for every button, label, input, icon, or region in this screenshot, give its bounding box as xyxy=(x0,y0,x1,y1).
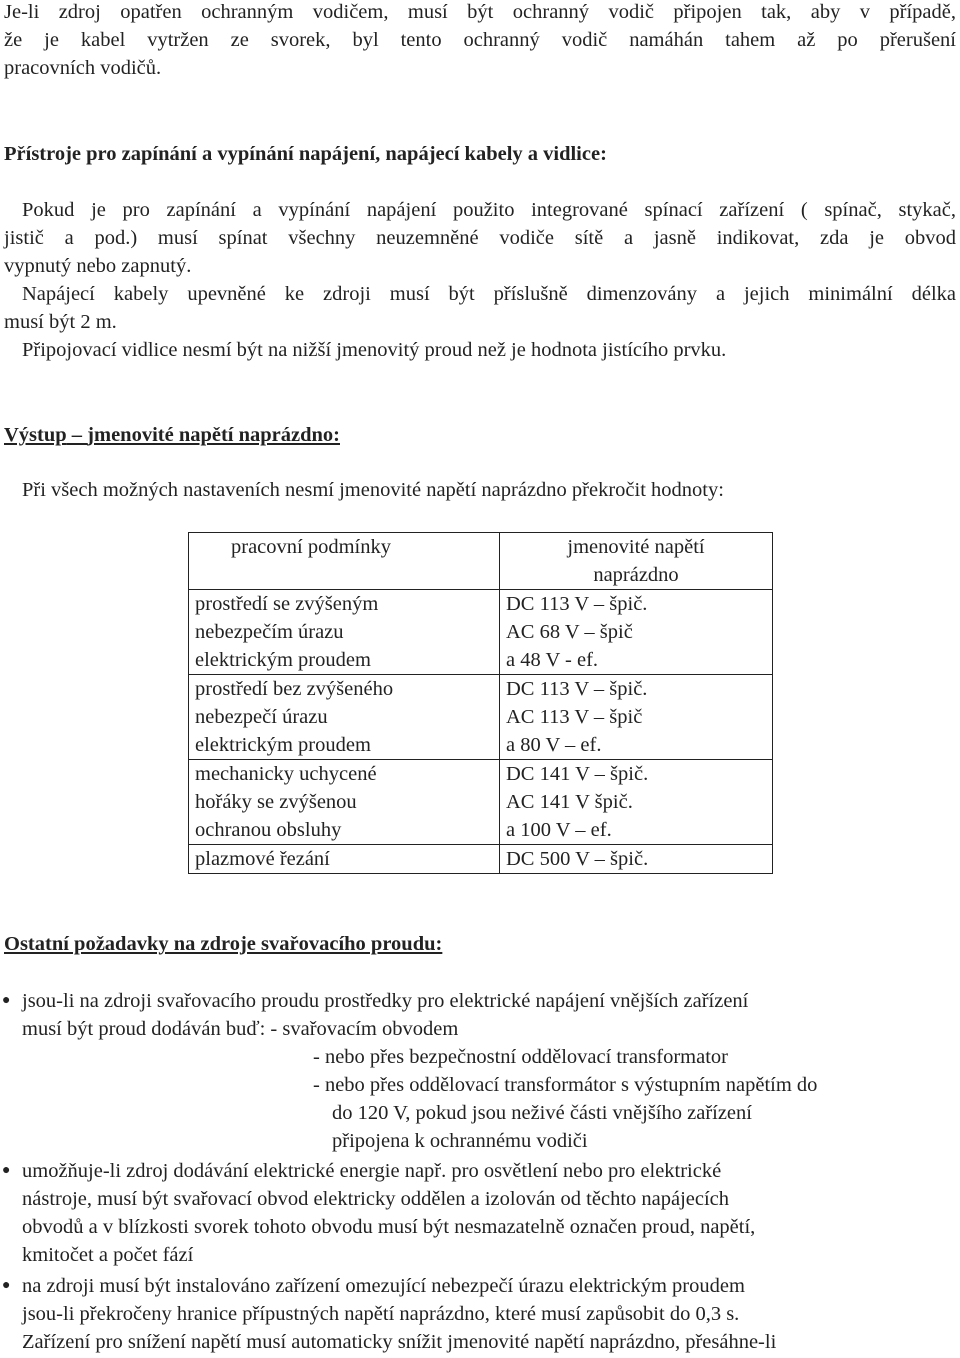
intro-line: pracovních vodičů. xyxy=(4,57,162,79)
table-cell xyxy=(500,675,773,760)
paragraph-line: Připojovací vidlice nesmí být na nižší jmenovitý proud než je hodnota jistícího prvku. xyxy=(22,339,727,361)
output-intro: Při všech možných nastaveních nesmí jmenovité napětí naprázdno překročit hodnoty: xyxy=(22,479,724,501)
cell-line: prostředí se zvýšeným xyxy=(195,593,379,615)
table-cell xyxy=(189,675,500,760)
cell-line: nebezpečí úrazu xyxy=(195,706,328,728)
table-cell xyxy=(500,760,773,845)
table-row xyxy=(189,845,773,874)
list-item-line: obvodů a v blízkosti svorek tohoto obvodu musí být nesmazatelně označen proud, napětí, xyxy=(22,1216,756,1238)
table-cell xyxy=(500,845,773,874)
cell-line: DC 113 V – špič. xyxy=(506,678,648,700)
section-heading-switching: Přístroje pro zapínání a vypínání napájení, napájecí kabely a vidlice: xyxy=(4,143,607,165)
paragraph-line: musí být 2 m. xyxy=(4,311,117,333)
list-item-line: - nebo přes bezpečnostní oddělovací transformator xyxy=(313,1046,728,1068)
section-heading-output xyxy=(4,421,340,449)
paragraph-line: jistič a pod.) musí spínat všechny neuzemněné vodiče sítě a jasně indikovat, zda je obvod xyxy=(4,227,956,249)
cell-line: plazmové řezání xyxy=(195,848,330,870)
voltage-table xyxy=(188,532,773,874)
cell-line: DC 113 V – špič. xyxy=(506,593,648,615)
list-item-line: umožňuje-li zdroj dodávání elektrické energie např. pro osvětlení nebo pro elektrické xyxy=(22,1160,722,1182)
cell-line: hořáky se zvýšenou xyxy=(195,791,357,813)
cell-line: elektrickým proudem xyxy=(195,649,371,671)
paragraph-line: Napájecí kabely upevněné ke zdroji musí být příslušně dimenzovány a jejich minimální délka xyxy=(22,283,956,305)
list-item-line: - nebo přes oddělovací transformátor s výstupním napětím do xyxy=(313,1074,818,1096)
heading-part: jmenovité napětí naprázdno: xyxy=(87,424,340,446)
cell-line: a 100 V – ef. xyxy=(506,819,612,841)
cell-line: ochranou obsluhy xyxy=(195,819,342,841)
cell-line: AC 68 V – špič xyxy=(506,621,633,643)
bullet-icon: ● xyxy=(2,993,11,1008)
list-item-line: jsou-li na zdroji svařovacího proudu prostředky pro elektrické napájení vnějších zařízení xyxy=(22,990,749,1012)
list-item-line: musí být proud dodáván buď: - svařovacím obvodem xyxy=(22,1018,459,1040)
bullet-icon: ● xyxy=(2,1163,11,1178)
intro-line: že je kabel vytržen ze svorek, byl tento ochranný vodič namáhán tahem až po přerušení xyxy=(4,29,956,51)
table-row xyxy=(189,590,773,675)
list-item-line: jsou-li překročeny hranice přípustných napětí naprázdno, které musí zapůsobit do 0,3 s. xyxy=(22,1303,740,1325)
cell-line: a 80 V – ef. xyxy=(506,734,602,756)
list-item-line: nástroje, musí být svařovací obvod elektricky oddělen a izolován od těchto napájecích xyxy=(22,1188,730,1210)
header-cell xyxy=(500,533,773,590)
cell-line: nebezpečím úrazu xyxy=(195,621,344,643)
cell-line: AC 113 V – špič xyxy=(506,706,643,728)
cell-line: mechanicky uchycené xyxy=(195,763,377,785)
cell-line: AC 141 V špič. xyxy=(506,791,633,813)
intro-line: Je-li zdroj opatřen ochranným vodičem, musí být ochranný vodič připojen tak, aby v případě, xyxy=(4,1,956,23)
table-row xyxy=(189,675,773,760)
table-row xyxy=(189,760,773,845)
table-header-row xyxy=(189,533,773,590)
paragraph-line: Pokud je pro zapínání a vypínání napájení použito integrované spínací zařízení ( spínač, stykač, xyxy=(22,199,956,221)
table-cell xyxy=(189,845,500,874)
list-item-line: kmitočet a počet fází xyxy=(22,1244,194,1266)
header-line: jmenovité napětí xyxy=(567,536,705,558)
list-item-line: Zařízení pro snížení napětí musí automaticky snížit jmenovité napětí naprázdno, přesáhne-li xyxy=(22,1331,777,1353)
list-item-line: do 120 V, pokud jsou neživé části vnějšího zařízení xyxy=(332,1102,752,1124)
header-cell: pracovní podmínky xyxy=(189,533,500,590)
header-line: naprázdno xyxy=(593,564,679,586)
section-heading-other: Ostatní požadavky na zdroje svařovacího proudu: xyxy=(4,933,443,955)
heading-part: Výstup xyxy=(4,424,67,446)
heading-dash: – xyxy=(66,424,88,446)
list-item-line: na zdroji musí být instalováno zařízení omezující nebezpečí úrazu elektrickým proudem xyxy=(22,1275,745,1297)
bullet-icon: ● xyxy=(2,1278,11,1293)
table-cell xyxy=(189,590,500,675)
table-cell xyxy=(189,760,500,845)
list-item-line: připojena k ochrannému vodiči xyxy=(332,1130,588,1152)
cell-line: a 48 V - ef. xyxy=(506,649,599,671)
cell-line: DC 500 V – špič. xyxy=(506,848,649,870)
cell-line: elektrickým proudem xyxy=(195,734,371,756)
cell-line: DC 141 V – špič. xyxy=(506,763,649,785)
cell-line: prostředí bez zvýšeného xyxy=(195,678,394,700)
paragraph-line: vypnutý nebo zapnutý. xyxy=(4,255,192,277)
table-cell xyxy=(500,590,773,675)
